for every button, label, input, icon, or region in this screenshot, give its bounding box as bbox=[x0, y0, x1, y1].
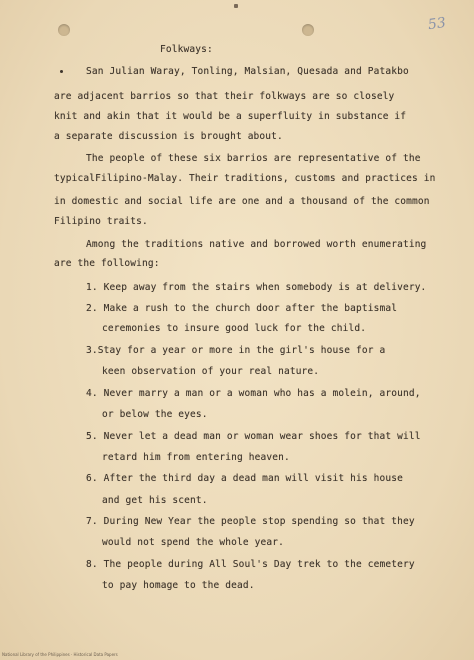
list-item: 1. Keep away from the stairs when somebody is at delivery. bbox=[86, 282, 427, 293]
list-item-continuation: ceremonies to insure good luck for the child. bbox=[102, 323, 367, 334]
list-item: 8. The people during All Soul's Day trek to the cemetery bbox=[86, 559, 415, 570]
punch-hole-right bbox=[302, 24, 314, 36]
page-number: 53 bbox=[426, 14, 447, 34]
paragraph-line: Among the traditions native and borrowed worth enumerating bbox=[86, 239, 427, 250]
list-item-continuation: would not spend the whole year. bbox=[102, 537, 284, 548]
list-item-continuation: keen observation of your real nature. bbox=[102, 366, 320, 377]
section-heading: Folkways: bbox=[160, 44, 213, 55]
staple-mark bbox=[234, 4, 238, 8]
list-item: 7. During New Year the people stop spending so that they bbox=[86, 516, 415, 527]
list-item-continuation: retard him from entering heaven. bbox=[102, 452, 290, 463]
list-item: 6. After the third day a dead man will visit his house bbox=[86, 473, 403, 484]
paragraph-line: in domestic and social life are one and a thousand of the common bbox=[54, 196, 430, 207]
list-item: 4. Never marry a man or a woman who has a molein, around, bbox=[86, 388, 421, 399]
list-item: 2. Make a rush to the church door after the baptismal bbox=[86, 303, 398, 314]
paragraph-line: typicalFilipino-Malay. Their traditions, customs and practices in bbox=[54, 173, 436, 184]
bullet-dot bbox=[60, 70, 63, 73]
paragraph-line: are adjacent barrios so that their folkways are so closely bbox=[54, 91, 395, 102]
list-item-continuation: to pay homage to the dead. bbox=[102, 580, 255, 591]
archive-footer: National Library of the Philippines · Historical Data Papers bbox=[2, 652, 118, 657]
paragraph-line: The people of these six barrios are representative of the bbox=[86, 153, 421, 164]
list-item: 3.Stay for a year or more in the girl's house for a bbox=[86, 345, 386, 356]
paragraph-line: San Julian Waray, Tonling, Malsian, Quesada and Patakbo bbox=[86, 66, 409, 77]
list-item-continuation: and get his scent. bbox=[102, 495, 208, 506]
list-item: 5. Never let a dead man or woman wear shoes for that will bbox=[86, 431, 421, 442]
paragraph-line: are the following: bbox=[54, 258, 160, 269]
list-item-continuation: or below the eyes. bbox=[102, 409, 208, 420]
punch-hole-left bbox=[58, 24, 70, 36]
paragraph-line: Filipino traits. bbox=[54, 216, 148, 227]
paragraph-line: knit and akin that it would be a superfluity in substance if bbox=[54, 111, 407, 122]
paragraph-line: a separate discussion is brought about. bbox=[54, 131, 283, 142]
